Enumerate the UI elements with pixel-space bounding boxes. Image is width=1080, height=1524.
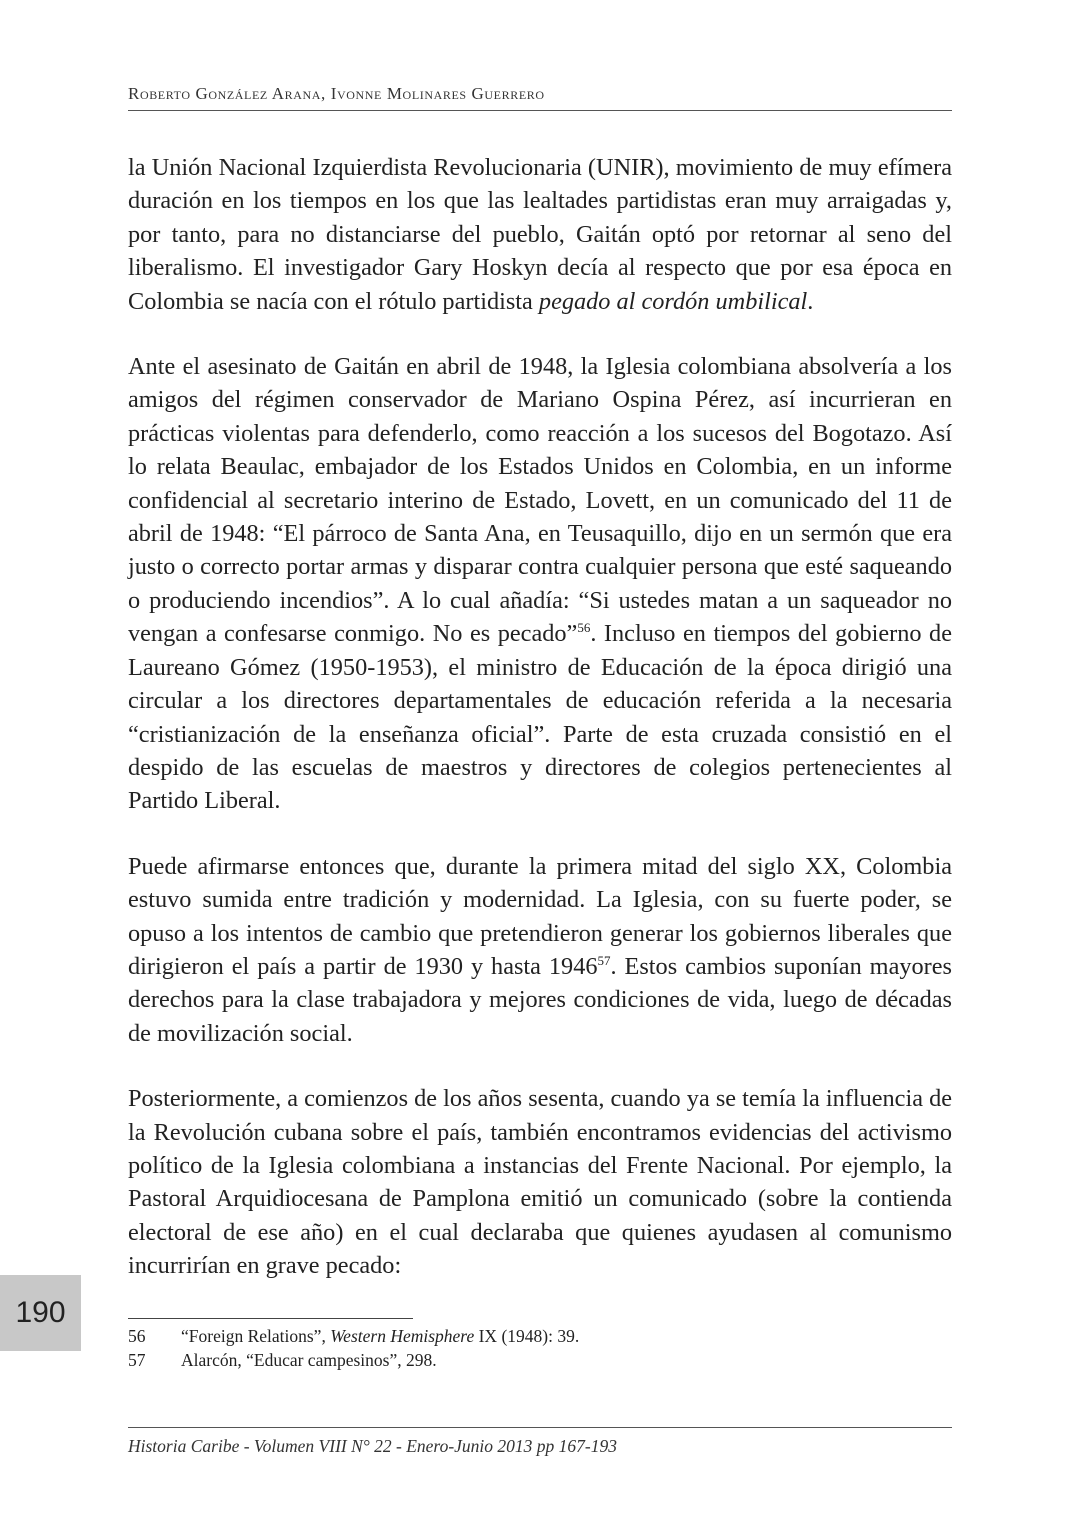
footnote-text [181,1324,579,1348]
footnote-56 [128,1324,952,1348]
running-head: Roberto González Arana, Ivonne Molinares Guerrero [128,84,545,103]
paragraph-3 [128,850,952,1050]
footnote-number: 57 [128,1350,146,1370]
paragraph-4: Posteriormente, a comienzos de los años sesenta, cuando ya se temía la influencia de la Revolución cubana sobre el país, también encontramos evidencias del activismo político de la Iglesia colombiana a instancias del Frente Nacional. Por ejemplo, la Pastoral Arquidiocesana de Pamplona emitió un comunicado (sobre la contienda electoral de ese año) en el cual declaraba que quienes ayudasen al comunismo incurrirían en grave pecado: [128,1085,952,1280]
footer-rule [128,1427,952,1428]
footnote-text-part: “Foreign Relations”, [181,1326,331,1346]
paragraph-2-text: Ante el asesinato de Gaitán en abril de 1948, la Iglesia colombiana absolvería a los amigos del régimen conservador de Mariano Ospina Pérez, así incurrieran en prácticas violentas para defenderlo, como reacción a los sucesos del Bogotazo. Así lo relata Beaulac, embajador de los Estados Unidos en Colombia, en un informe confidencial al secretario interino de Estado, Lovett, en un comunicado del 11 de abril de 1948: “El párroco de Santa Ana, en Teusaquillo, dijo en un sermón que era justo o correcto portar armas y disparar contra cualquier persona que esté saqueando o produciendo incendios”. A lo cual añadía: “Si ustedes matan a un saqueador no vengan a confesarse conmigo. No es pecado” [128,353,952,648]
footnote-text-end: IX (1948): 39. [474,1326,580,1346]
header-rule [128,110,952,111]
paragraph-1-italic: pegado al cordón umbilical [538,287,808,315]
footnote-number: 56 [128,1326,146,1346]
footnote-rule [128,1318,413,1319]
footnote-ref-57[interactable]: 57 [597,952,611,968]
body-text [128,151,952,1283]
paragraph-2-end: . Incluso en tiempos del gobierno de Laureano Gómez (1950-1953), el ministro de Educación de la época dirigió una circular a los directores departamentales de educación referida a la necesaria “cristianización de la enseñanza oficial”. Parte de esta cruzada consistió en el despido de las escuelas de maestros y directores de colegios pertenecientes al Partido Liberal. [128,620,952,815]
footnote-text: Alarcón, “Educar campesinos”, 298. [181,1350,437,1370]
page-number: 190 [0,1275,81,1351]
footnotes [128,1324,952,1372]
paragraph-3-text: Puede afirmarse entonces que, durante la primera mitad del siglo XX, Colombia estuvo sumida entre tradición y modernidad. La Iglesia, con su fuerte poder, se opuso a los intentos de cambio que pretendieron generar los gobiernos liberales que dirigieron el país a partir de 1930 y hasta 1946 [128,852,952,980]
paragraph-1 [128,151,952,318]
paragraph-2 [128,350,952,818]
paragraph-1-text: la Unión Nacional Izquierdista Revolucionaria (UNIR), movimiento de muy efímera duración en los tiempos en los que las lealtades partidistas eran muy arraigadas y, por tanto, para no distanciarse del pueblo, Gaitán optó por retornar al seno del liberalismo. El investigador Gary Hoskyn decía al respecto que por esa época en Colombia se nacía con el rótulo partidista [128,154,952,315]
footnote-ref-56[interactable]: 56 [577,620,591,636]
paragraph-3-end: . Estos cambios suponían mayores derechos para la clase trabajadora y mejores condiciones de vida, luego de décadas de movilización social. [128,952,952,1047]
footnote-text-italic: Western Hemisphere [330,1326,475,1346]
paragraph-1-end: . [807,287,814,315]
journal-footer: Historia Caribe - Volumen VIII N° 22 - Enero-Junio 2013 pp 167-193 [128,1436,618,1456]
footnote-57 [128,1348,952,1372]
